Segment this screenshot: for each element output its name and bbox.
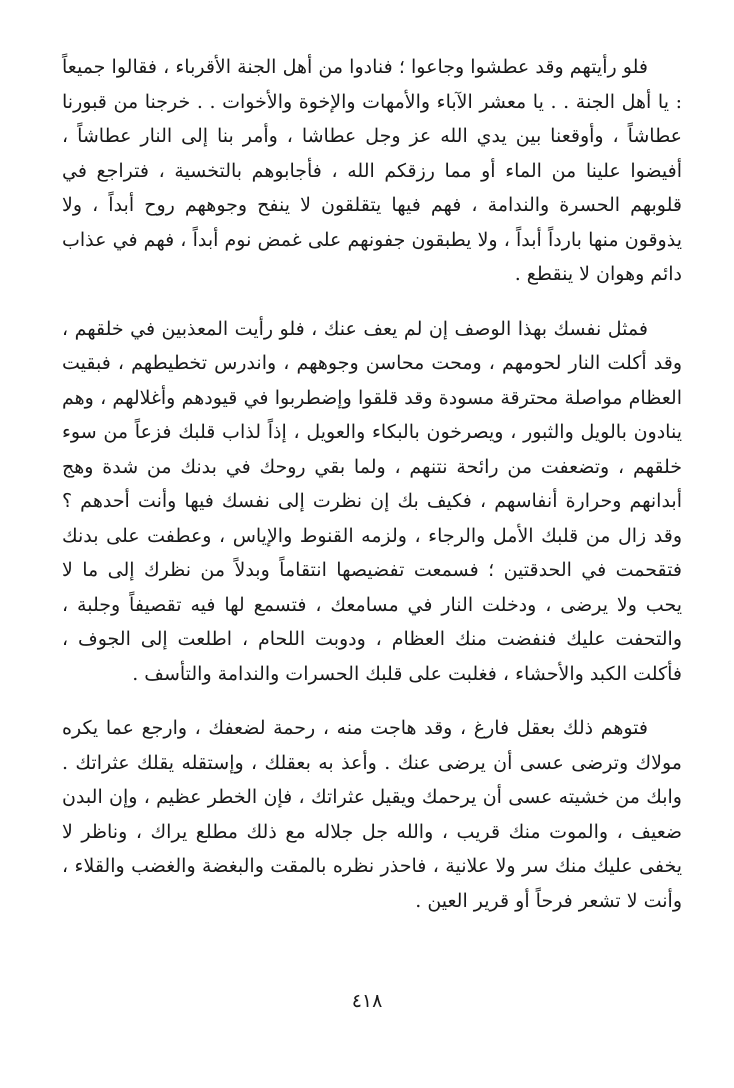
paragraph-2: فمثل نفسك بهذا الوصف إن لم يعف عنك ، فلو رأيت المعذبين في خلقهم ، وقد أكلت النار لحومهم ، ومحت محاسن وجوههم ، واندرس تخطيطهم ، فبقيت العظام مواصلة محترقة مسودة وقد قلقوا وإضطربوا في قيودهم وأغلالهم ، وهم ينادون بالويل والثبور ، ويصرخون بالبكاء والعويل ، إذاً لذاب قلبك فزعاً من سوء خلقهم ، وتضعفت من رائحة نتنهم ، ولما بقي روحك في بدنك من شدة وهج أبدانهم وحرارة أنفاسهم ، فكيف بك إن نظرت إلى نفسك فيها وأنت أحدهم ؟ وقد زال من قلبك الأمل والرجاء ، ولزمه القنوط والإياس ، وعطفت على بدنك فتقحمت في الحدقتين ؛ فسمعت تفضيصها انتقاماً وبدلاً من نظرك إلى ما لا يحب ولا يرضى ، ودخلت النار في مسامعك ، فتسمع لها فيه تقصيفاً وجلبة ، والتحفت عليك فنفضت منك العظام ، ودوبت اللحام ، اطلعت إلى الجوف ، فأكلت الكبد والأحشاء ، فغلبت على قلبك الحسرات والندامة والتأسف . xyxy=(62,317,682,685)
page-number: ٤١٨ xyxy=(351,990,383,1012)
paragraph-3: فتوهم ذلك بعقل فارغ ، وقد هاجت منه ، رحمة لضعفك ، وارجع عما يكره مولاك وترضى عسى أن يرضى عنك . وأعذ به بعقلك ، وإستقله يقلك عثراتك . وابك من خشيته عسى أن يرحمك ويقيل عثراتك ، فإن الخطر عظيم ، وإن البدن ضعيف ، والموت منك قريب ، والله جل جلاله مع ذلك مطلع يراك ، وناظر لا يخفى عليك منك سر ولا علانية ، فاحذر نظره بالمقت والبغضة والغضب والقلاء ، وأنت لا تشعر فرحاً أو قرير العين . xyxy=(62,717,682,912)
paragraph-1: فلو رأيتهم وقد عطشوا وجاعوا ؛ فنادوا من أهل الجنة الأقرباء ، فقالوا جميعاً : يا أهل الجنة . . يا معشر الآباء والأمهات والإخوة والأخوات . . خرجنا من قبورنا عطاشاً ، وأوقعنا بين يدي الله عز وجل عطاشا ، وأمر بنا إلى النار عطاشاً ، أفيضوا علينا من الماء أو مما رزقكم الله ، فأجابوهم بالتخسية ، فتراجع في قلوبهم الحسرة والندامة ، فهم فيها يتقلقون لا ينفح وجوههم روح أبداً ، ولا يذوقون منها بارداً أبداً ، ولا يطبقون جفونهم على غمض نوم أبداً ، فهم في عذاب دائم وهوان لا ينقطع . xyxy=(62,56,682,285)
